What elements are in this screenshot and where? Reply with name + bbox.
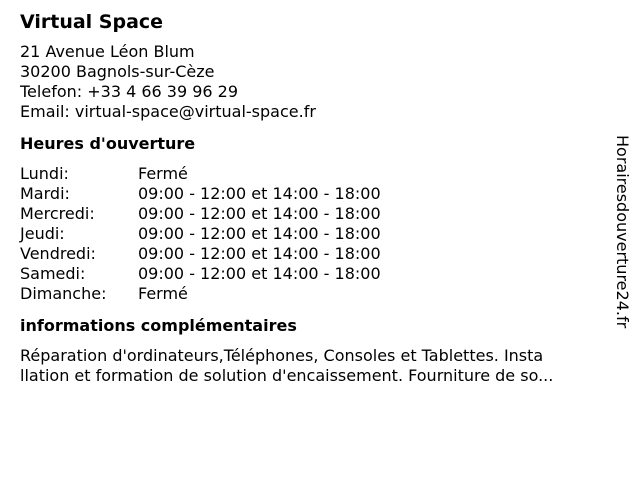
- hours-row-wednesday: [20, 204, 610, 224]
- hours-value: 09:00 - 12:00 et 14:00 - 18:00: [138, 224, 381, 243]
- hours-row-thursday: [20, 224, 610, 244]
- hours-day: Vendredi:: [20, 244, 96, 263]
- hours-day: Mercredi:: [20, 204, 95, 223]
- hours-value: 09:00 - 12:00 et 14:00 - 18:00: [138, 204, 381, 223]
- description-line-1: Réparation d'ordinateurs,Téléphones, Consoles et Tablettes. Insta: [20, 346, 544, 365]
- info-title: informations complémentaires: [20, 316, 297, 335]
- hours-row-saturday: [20, 264, 610, 284]
- hours-title: Heures d'ouverture: [20, 134, 196, 153]
- hours-value: Fermé: [138, 284, 188, 303]
- hours-day: Mardi:: [20, 184, 70, 203]
- hours-value: Fermé: [138, 164, 188, 183]
- hours-day: Samedi:: [20, 264, 86, 283]
- description: [20, 346, 610, 386]
- hours-value: 09:00 - 12:00 et 14:00 - 18:00: [138, 244, 381, 263]
- business-card: [20, 10, 610, 386]
- business-name: Virtual Space: [20, 11, 164, 33]
- hours-row-friday: [20, 244, 610, 264]
- description-line-2: llation et formation de solution d'encaissement. Fourniture de so...: [20, 366, 554, 385]
- address-line-2: 30200 Bagnols-sur-Cèze: [20, 62, 215, 81]
- hours-row-tuesday: [20, 184, 610, 204]
- phone-line: Telefon: +33 4 66 39 96 29: [20, 82, 239, 101]
- hours-value: 09:00 - 12:00 et 14:00 - 18:00: [138, 264, 381, 283]
- hours-day: Lundi:: [20, 164, 69, 183]
- hours-day: Dimanche:: [20, 284, 107, 303]
- email-line: Email: virtual-space@virtual-space.fr: [20, 102, 316, 121]
- hours-value: 09:00 - 12:00 et 14:00 - 18:00: [138, 184, 381, 203]
- address-line-1: 21 Avenue Léon Blum: [20, 42, 195, 61]
- hours-row-monday: [20, 164, 610, 184]
- site-watermark: Horairesdouverture24.fr: [613, 135, 632, 329]
- hours-day: Jeudi:: [20, 224, 65, 243]
- hours-list: [20, 164, 610, 304]
- hours-row-sunday: [20, 284, 610, 304]
